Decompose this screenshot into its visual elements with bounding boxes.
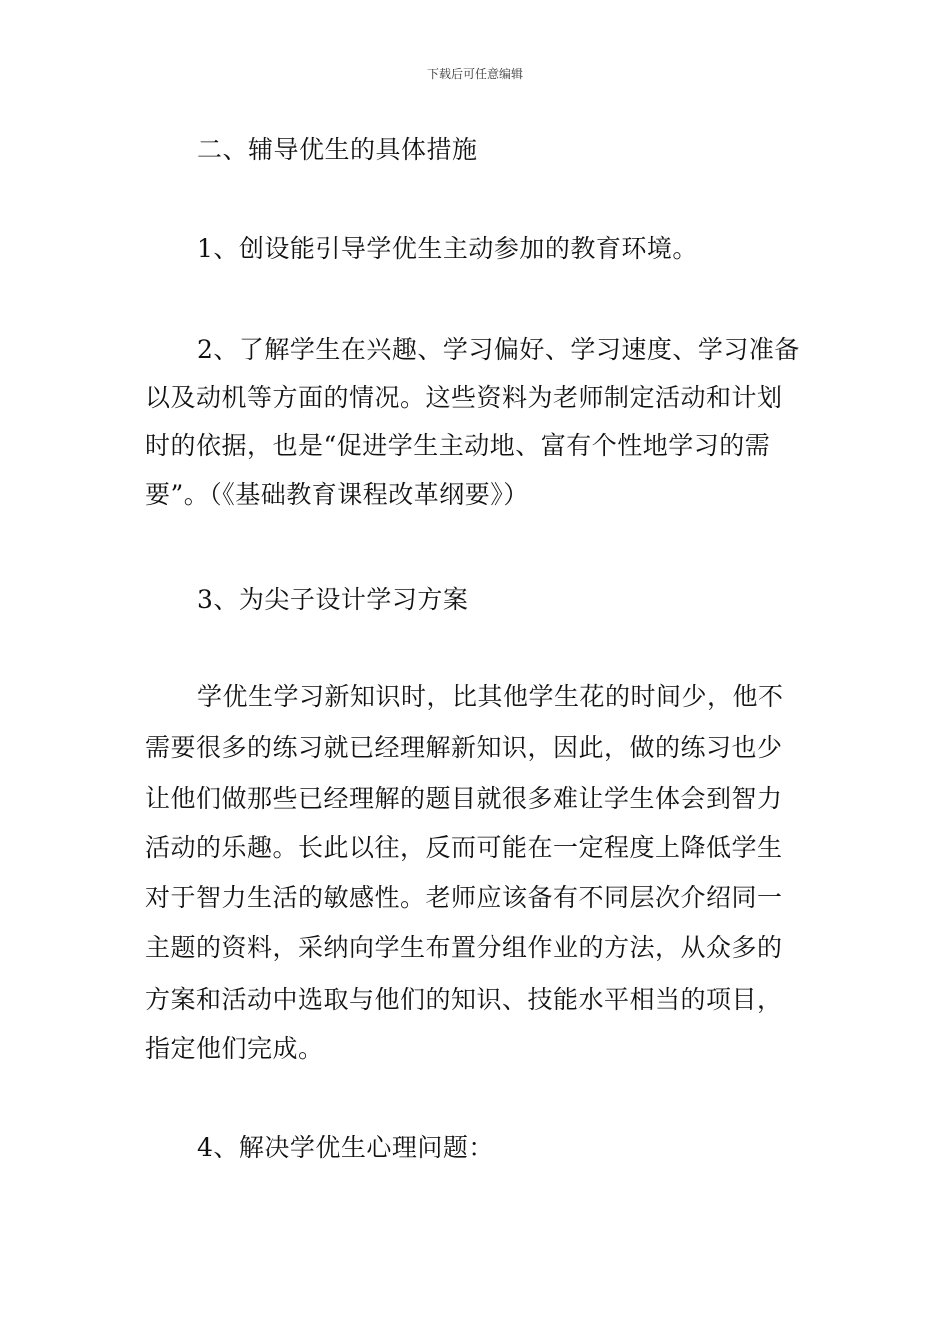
paragraph-line-5: 对于智力生活的敏感性。老师应该备有不同层次介绍同一	[145, 883, 783, 912]
page-header: 下载后可任意编辑	[426, 67, 523, 81]
item-1: 1、创设能引导学优生主动参加的教育环境。	[197, 234, 698, 263]
paragraph-line-8: 指定他们完成。	[145, 1034, 324, 1063]
paragraph-line-6: 主题的资料，采纳向学生布置分组作业的方法，从众多的	[145, 933, 783, 962]
item-2-line-3: 时的依据，也是“促进学生主动地、富有个性地学习的需	[145, 431, 771, 460]
section-heading: 二、辅导优生的具体措施	[197, 135, 478, 164]
paragraph-line-2: 需要很多的练习就已经理解新知识，因此，做的练习也少	[145, 733, 783, 762]
paragraph-line-4: 活动的乐趣。长此以往，反而可能在一定程度上降低学生	[145, 833, 783, 862]
item-2-line-1: 2、了解学生在兴趣、学习偏好、学习速度、学习准备	[197, 335, 800, 364]
item-2-line-2: 以及动机等方面的情况。这些资料为老师制定活动和计划	[145, 383, 783, 412]
paragraph-line-3: 让他们做那些已经理解的题目就很多难让学生体会到智力	[145, 784, 783, 813]
item-2-line-4: 要”。（《基础教育课程改革纲要》）	[145, 480, 529, 509]
paragraph-line-1: 学优生学习新知识时，比其他学生花的时间少，他不	[197, 682, 784, 711]
paragraph-line-7: 方案和活动中选取与他们的知识、技能水平相当的项目，	[145, 985, 783, 1014]
item-4: 4、解决学优生心理问题：	[197, 1133, 494, 1162]
item-3: 3、为尖子设计学习方案	[197, 585, 469, 614]
